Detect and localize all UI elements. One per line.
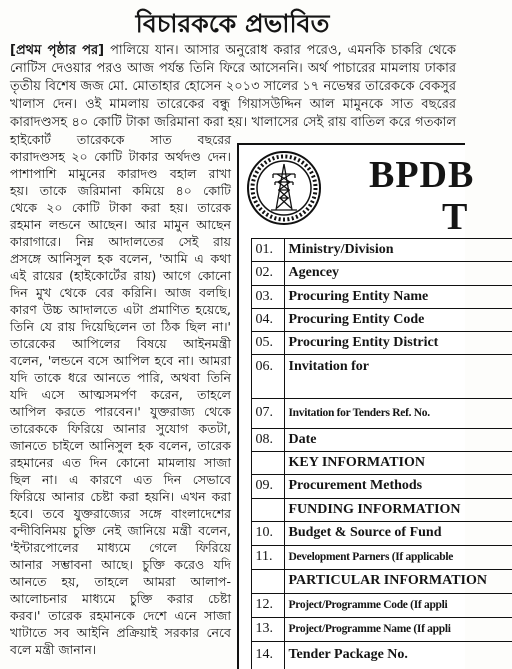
tender-row-label: Procuring Entity Code bbox=[288, 311, 425, 327]
tender-row bbox=[252, 285, 512, 308]
article-column bbox=[10, 131, 231, 658]
article-line: থেকে ২০ কোটি টাকা করা হয়। তারেক bbox=[10, 200, 231, 215]
tender-row bbox=[252, 331, 512, 354]
tender-row bbox=[252, 474, 512, 498]
tender-row bbox=[252, 261, 512, 285]
headline: বিচারককে প্রভাবিত bbox=[135, 9, 330, 38]
tender-row-number: 04. bbox=[252, 309, 285, 331]
article-line: বন্দীবিনিময় চুক্তি নেই জানিয়ে মন্ত্রী বলেন, bbox=[10, 523, 231, 538]
tender-row-number: 12. bbox=[252, 594, 285, 617]
tender-row bbox=[252, 238, 512, 261]
article-line: তৃতীয় বিশেষ জজ মো. মোতাহার হোসেন ২০১৩ সালের ১৭ নভেম্বর তারেককে বেকসুর bbox=[10, 79, 456, 94]
tender-row-number: 05. bbox=[252, 332, 285, 354]
article-line: দিন মুখ থেকে বের করিনি। আজ বলছি। bbox=[10, 285, 231, 300]
article-line: হয়। তাকে জরিমানা কমিয়ে ৪০ কোটি bbox=[10, 183, 231, 198]
tender-row-number: 11. bbox=[252, 546, 285, 569]
article-line: রহমান লন্ডনে আছেন। আর মামুন আছেন bbox=[10, 217, 231, 232]
tender-row bbox=[252, 308, 512, 331]
article-line: তিনি যে রায় দিয়েছিলেন তা ঠিক ছিল না।' bbox=[10, 319, 231, 334]
article-line: পাশাপাশি মামুনের কারাদণ্ড বহাল রাখা bbox=[10, 166, 231, 181]
article-line: হবে। তবে যুক্তরাজ্যের সঙ্গে বাংলাদেশের bbox=[10, 506, 231, 521]
tender-row-label: Invitation for Tenders Ref. No. bbox=[288, 407, 430, 419]
tender-section-title: PARTICULAR INFORMATION bbox=[288, 573, 487, 588]
tender-row-label: Ministry/Division bbox=[288, 241, 394, 257]
tender-section-header bbox=[252, 451, 512, 474]
tender-row-number bbox=[252, 499, 285, 521]
article-line: নোটিস দেওয়ার পরও আজ পর্যন্ত তিনি ফিরে আসেননি। অর্থ পাচারের মামলায় ঢাকার bbox=[10, 61, 456, 76]
article-line: তারেকের আপিলের বিষয়ে আইনমন্ত্রী bbox=[10, 336, 231, 351]
tender-section-title: FUNDING INFORMATION bbox=[288, 501, 461, 517]
tender-row-label: Agencey bbox=[288, 265, 340, 280]
tender-row-label: Tender Package No. bbox=[288, 647, 408, 662]
continuation-marker: [প্রথম পৃষ্ঠার পর] bbox=[10, 43, 105, 58]
tender-row-number: 13. bbox=[252, 618, 285, 641]
article-line: রহমানের এত দিন কোনো মামলায় সাজা bbox=[10, 455, 231, 470]
tender-row-number bbox=[252, 452, 285, 474]
tender-row-number: 10. bbox=[252, 522, 285, 545]
tender-notice bbox=[237, 143, 487, 669]
article-line: কারাদণ্ডসহ ২০ কোটি টাকার অর্থদণ্ড দেন। bbox=[10, 149, 231, 164]
tender-row bbox=[252, 354, 512, 398]
tender-section-header bbox=[252, 498, 512, 521]
tender-table bbox=[251, 238, 512, 669]
article-line: আলোচনার মাধ্যমে চুক্তি করার চেষ্টা bbox=[10, 591, 231, 606]
article-line: ফিরিয়ে আনার চেষ্টা করা হয়নি। এখন করা bbox=[10, 489, 231, 504]
article-line: প্রসঙ্গে আনিসুল হক বলেন, 'আমি এ কথা bbox=[10, 251, 231, 266]
article-line: আনতে হয়, তাহলে আমরা আলাপ- bbox=[10, 574, 231, 589]
article-line: বলে মন্ত্রী জানান। bbox=[10, 642, 97, 657]
article-line: তারেককে ফিরিয়ে আনার সুযোগ কতটা, bbox=[10, 421, 231, 436]
article-line: যদি তাকে ধরে আনতে পারি, অথবা তিনি bbox=[10, 370, 231, 385]
tender-row bbox=[252, 398, 512, 428]
tender-row-number: 02. bbox=[252, 262, 285, 285]
tender-row bbox=[252, 617, 512, 641]
tender-row-label: Date bbox=[288, 431, 317, 447]
bpdb-logo-icon bbox=[246, 150, 322, 226]
tender-row-label: Procurement Methods bbox=[288, 478, 423, 493]
tender-row-number: 03. bbox=[252, 286, 285, 308]
tender-row-number: 09. bbox=[252, 475, 285, 498]
article-line-text: পালিয়ে যান। আসার অনুরোধ করার পরেও, এমনকি চাকরি থেকে bbox=[110, 43, 456, 58]
article-line: ছিল না। এ কারণে এত দিন সেভাবে bbox=[10, 472, 231, 487]
article-line: এই রায়ের (হাইকোর্টের রায়) আগে কোনো bbox=[10, 268, 231, 283]
article-line: হাইকোর্ট তারেককে সাত বছরের bbox=[10, 132, 231, 147]
article-line: কারণ উচ্চ আদালতে এটা প্রমাণিত হয়েছে, bbox=[10, 302, 231, 317]
tender-row-label: Development Parners (If applicable bbox=[288, 551, 454, 563]
article-line: খালাস দেন। ওই মামলায় তারেকের বন্ধু গিয়াসউদ্দিন আল মামুনকে সাত বছরের bbox=[10, 97, 456, 112]
notice-title-fragment: T bbox=[442, 196, 468, 238]
tender-row-label: Procuring Entity Name bbox=[288, 288, 429, 304]
tender-row-number bbox=[252, 570, 285, 593]
tender-row-label: Invitation for bbox=[288, 358, 369, 374]
article-line: কারাদণ্ডসহ ৪০ কোটি টাকা জরিমানা করা হয়। খালাসের সেই রায় বাতিল করে গতকাল bbox=[10, 115, 456, 130]
article-line: করব।' তারেক রহমানকে দেশে এনে সাজা bbox=[10, 608, 231, 623]
article-line: আনার সম্ভাবনা আছে। চুক্তি করেও যদি bbox=[10, 557, 231, 572]
article-line: জানতে চাইলে আনিসুল হক বলেন, তারেক bbox=[10, 438, 231, 453]
tender-row-number: 14. bbox=[252, 642, 285, 669]
article-line: খাটাতে সব আইনি প্রক্রিয়াই সরকার নেবে bbox=[10, 625, 231, 640]
tender-row bbox=[252, 545, 512, 569]
tender-row bbox=[252, 521, 512, 545]
tender-row-number: 06. bbox=[252, 355, 285, 398]
article-line bbox=[10, 42, 456, 60]
article-line: আপিল করতে পারবেন।' যুক্তরাজ্য থেকে bbox=[10, 404, 231, 419]
tender-row-number: 07. bbox=[252, 399, 285, 428]
tender-row-label: Project/Programme Name (If appli bbox=[288, 623, 451, 635]
tender-row-label: Project/Programme Code (If appli bbox=[288, 599, 448, 611]
tender-row-label: Budget & Source of Fund bbox=[288, 525, 442, 540]
tender-row bbox=[252, 641, 512, 669]
org-name: BPDB bbox=[369, 154, 475, 196]
tender-row-number: 08. bbox=[252, 429, 285, 451]
article-line: যদি এসে আত্মসমর্পণ করেন, তাহলে bbox=[10, 387, 231, 402]
tender-section-header bbox=[252, 569, 512, 593]
tender-row bbox=[252, 593, 512, 617]
tender-row-number: 01. bbox=[252, 239, 285, 261]
article-line: কারাগারে। নিম্ন আদালতের সেই রায় bbox=[10, 234, 231, 249]
article-line: বলেন, 'লন্ডনে বসে আপিল হবে না। আমরা bbox=[10, 353, 231, 368]
tender-section-title: KEY INFORMATION bbox=[288, 454, 425, 470]
article-full-width-block bbox=[10, 42, 456, 132]
tender-row bbox=[252, 428, 512, 451]
tender-row-label: Procuring Entity District bbox=[288, 334, 439, 350]
article-line: 'ইন্টারপোলের মাধ্যমে গেলে ফিরিয়ে bbox=[10, 540, 231, 555]
